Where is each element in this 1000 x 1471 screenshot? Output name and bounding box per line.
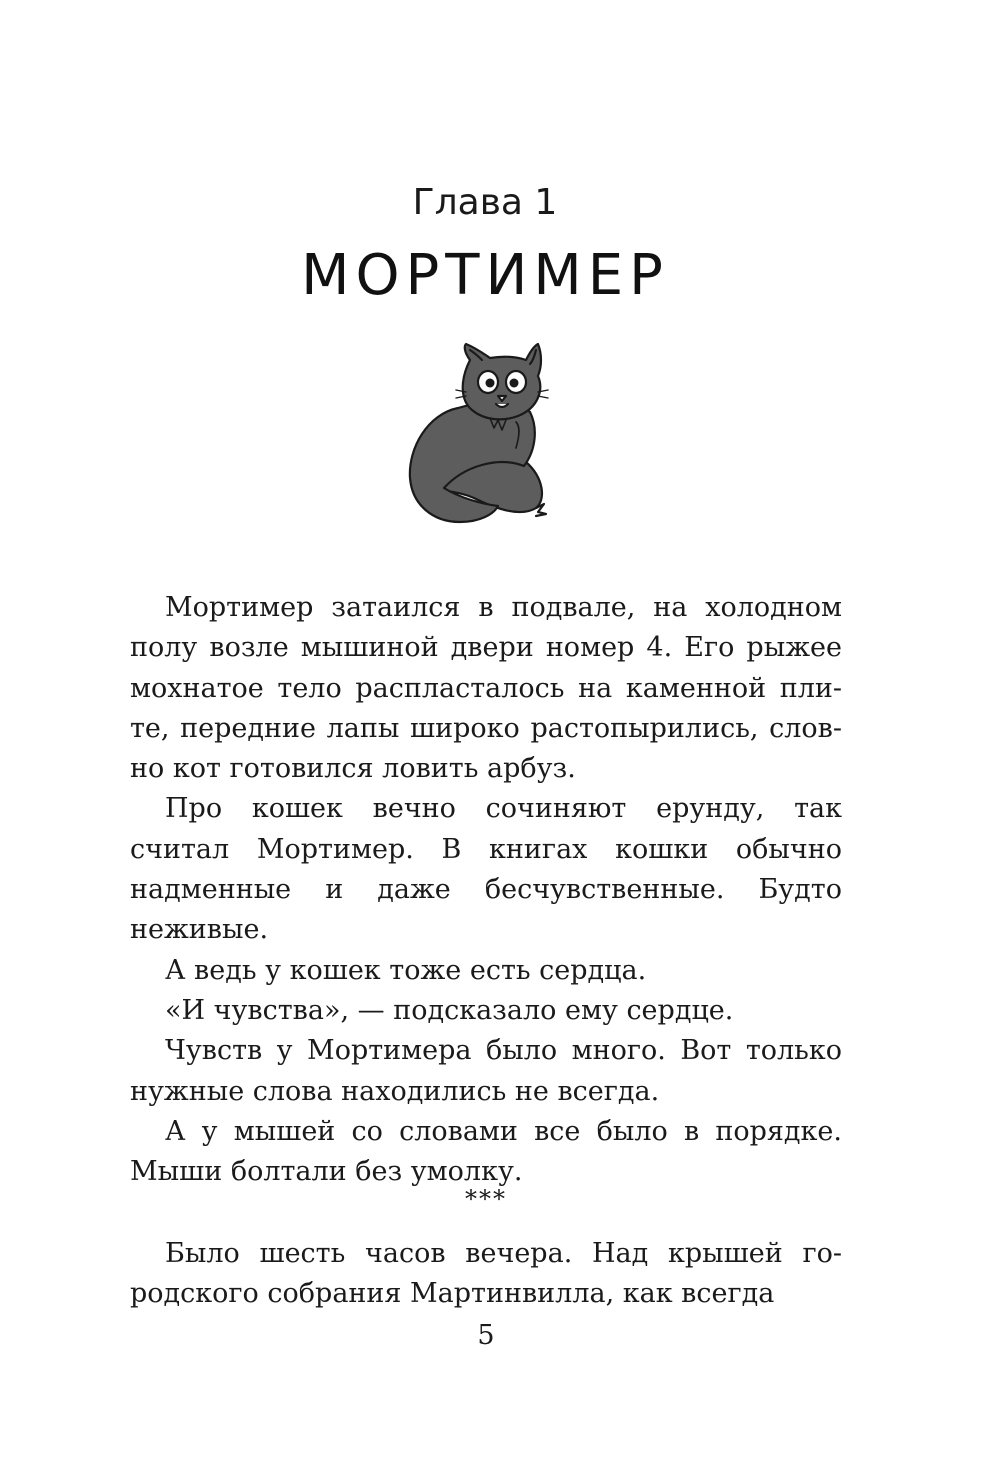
paragraph: Было шесть часов вечера. Над крышей городского собрания Мартинвилла, как всегда [130,1238,842,1310]
page-number: 5 [477,1320,495,1351]
body-text [130,588,842,1192]
paragraph: Чувств у Мортимера было много. Вот только нужные слова находились не всегда. [130,1035,842,1107]
body-text-continued [130,1234,842,1315]
paragraph: А ведь у кошек тоже есть сердца. [165,954,647,986]
paragraph: Про кошек вечно сочиняют ерунду, так считал Мортимер. В книгах кошки обычно надменные и даже бесчувственные. Будто неживые. [130,793,842,946]
section-separator: *** [465,1185,507,1213]
paragraph: А у мышей со словами все было в порядке. Мыши болтали без умолку. [130,1115,842,1188]
paragraph: «И чувства», — подсказало ему сердце. [165,994,734,1026]
black-cat-icon [398,338,554,526]
chapter-label: Глава 1 [412,182,558,223]
paragraph: Мортимер затаился в подвале, на холодном полу возле мышиной двери номер 4. Его рыжее мохнатое тело распласталось на каменной плите, передние лапы широко растопырились, словно кот готовился ловить арбуз. [130,592,842,785]
chapter-title: МОРТИМЕР [301,243,669,308]
